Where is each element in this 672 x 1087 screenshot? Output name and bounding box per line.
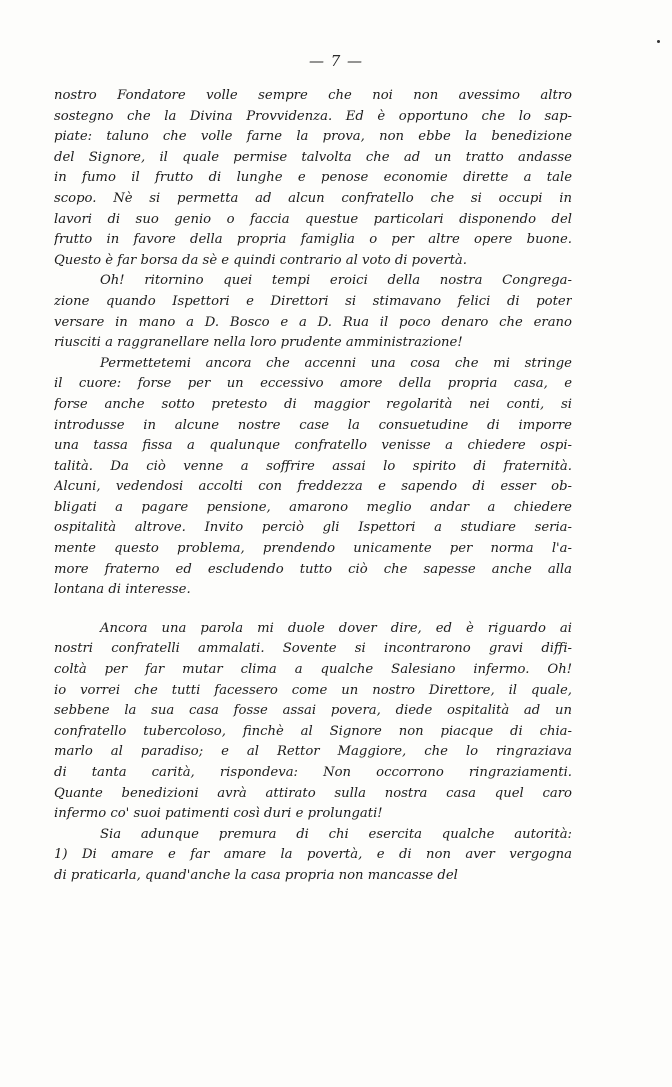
text-line: frutto in favore della propria famiglia o per altre opere buone. [54, 232, 572, 248]
paragraph [54, 825, 572, 887]
body-text [54, 86, 572, 887]
text-line: versare in mano a D. Bosco e a D. Rua il poco denaro che erano [54, 314, 572, 330]
text-line: nostri confratelli ammalati. Sovente si incontrarono gravi diffi- [54, 641, 572, 657]
ink-dot [657, 40, 660, 43]
page-number: — 7 — [308, 52, 364, 70]
text-line: mente questo problema, prendendo unicamente per norma l'a- [54, 541, 572, 557]
text-line: nostro Fondatore volle sempre che noi non avessimo altro [54, 88, 572, 103]
paragraph [54, 271, 572, 353]
text-line: forse anche sotto pretesto di maggior regolarità nei conti, si [54, 396, 572, 412]
text-line: scopo. Nè si permetta ad alcun confratello che si occupi in [54, 190, 572, 206]
paragraph-gap [54, 601, 572, 619]
text-line: ospitalità altrove. Invito perciò gli Ispettori a studiare seria- [54, 520, 572, 536]
text-line: marlo al paradiso; e al Rettor Maggiore, che lo ringraziava [54, 744, 572, 760]
text-line: di praticarla, quand'anche la casa propria non mancasse del [54, 867, 458, 883]
text-line: riusciti a raggranellare nella loro prudente amministrazione! [54, 335, 463, 351]
text-line: talità. Da ciò venne a soffrire assai lo spirito di fraternità. [54, 458, 572, 474]
text-line: sostegno che la Divina Provvidenza. Ed è opportuno che lo sap- [54, 108, 572, 124]
text-line: Permettetemi ancora che accenni una cosa che mi stringe [100, 355, 572, 371]
text-line: Alcuni, vedendosi accolti con freddezza e sapendo di esser ob- [54, 479, 572, 495]
text-line: Questo è far borsa da sè e quindi contrario al voto di povertà. [54, 252, 467, 268]
paragraph [54, 86, 572, 271]
text-line: introdusse in alcune nostre case la consuetudine di imporre [54, 417, 572, 433]
text-line: confratello tubercoloso, finchè al Signore non piacque di chia- [54, 723, 572, 739]
text-line: di tanta carità, rispondeva: Non occorrono ringraziamenti. [54, 765, 572, 780]
text-line: bligati a pagare pensione, amarono meglio andar a chiedere [54, 499, 572, 515]
text-line: il cuore: forse per un eccessivo amore della propria casa, e [54, 376, 572, 392]
text-line: zione quando Ispettori e Direttori si stimavano felici di poter [54, 293, 572, 309]
text-line: piate: taluno che volle farne la prova, non ebbe la benedizione [54, 129, 572, 145]
text-line: 1) Di amare e far amare la povertà, e di non aver vergogna [54, 847, 572, 863]
text-line: io vorrei che tutti facessero come un nostro Direttore, il quale, [54, 682, 572, 698]
text-line: infermo co' suoi patimenti così duri e prolungati! [54, 806, 383, 822]
text-line: coltà per far mutar clima a qualche Salesiano infermo. Oh! [54, 662, 572, 678]
paragraph [54, 354, 572, 601]
text-line: lavori di suo genio o faccia questue particolari disponendo del [54, 211, 572, 227]
paragraph [54, 619, 572, 825]
text-line: in fumo il frutto di lunghe e penose economie dirette a tale [54, 170, 572, 186]
text-line: del Signore, il quale permise talvolta che ad un tratto andasse [54, 149, 572, 165]
text-line: more fraterno ed escludendo tutto ciò che sapesse anche alla [54, 561, 572, 577]
text-line: Ancora una parola mi duole dover dire, ed è riguardo ai [100, 620, 572, 636]
text-line: una tassa fissa a qualunque confratello venisse a chiedere ospi- [54, 438, 572, 454]
text-line: lontana di interesse. [54, 582, 191, 598]
text-line: sebbene la sua casa fosse assai povera, diede ospitalità ad un [54, 703, 572, 719]
text-line: Oh! ritornino quei tempi eroici della nostra Congrega- [100, 273, 572, 289]
text-line: Sia adunque premura di chi esercita qualche autorità: [100, 826, 572, 842]
text-line: Quante benedizioni avrà attirato sulla nostra casa quel caro [54, 785, 572, 801]
